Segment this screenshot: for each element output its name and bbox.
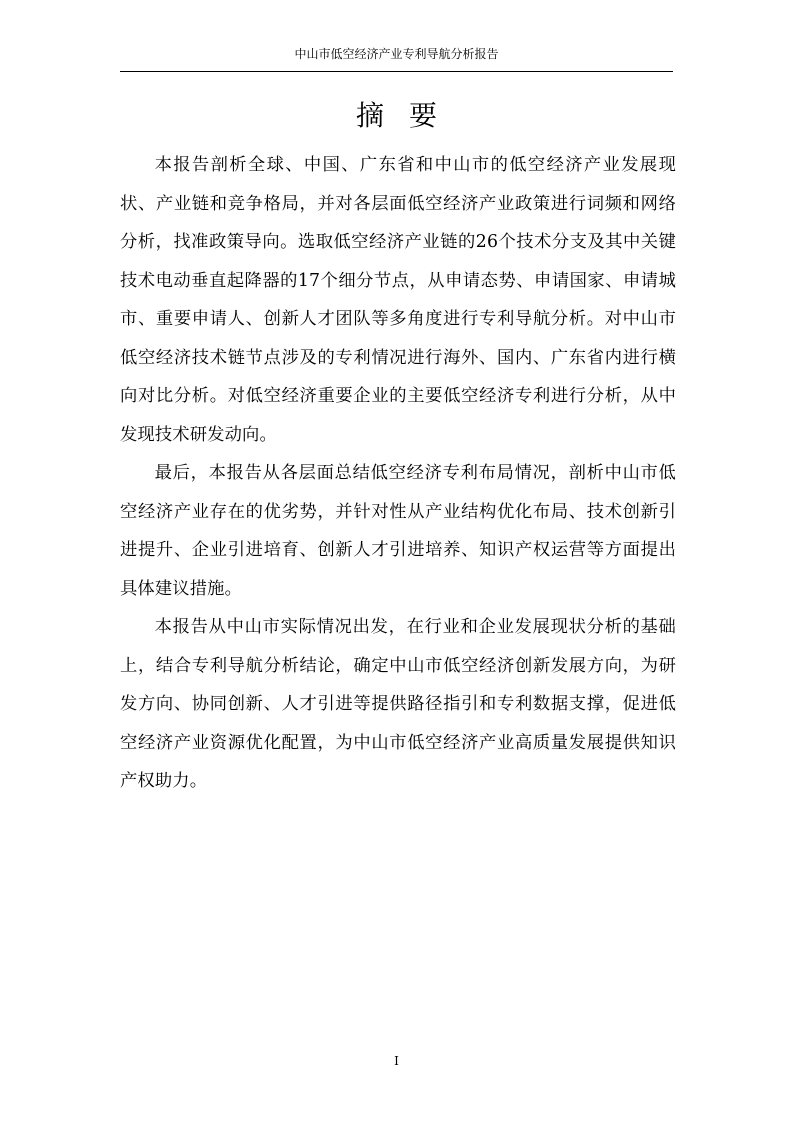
header-divider xyxy=(120,71,673,72)
running-header: 中山市低空经济产业专利导航分析报告 xyxy=(294,47,499,61)
paragraph-2: 最后，本报告从各层面总结低空经济专利布局情况，剖析中山市低空经济产业存在的优劣势，并针对性从产业结构优化布局、技术创新引进提升、企业引进培育、创新人才引进培养、知识产权运营等方面提出具体建议措施。 xyxy=(120,463,676,599)
abstract-body xyxy=(120,146,676,801)
page-title: 摘 要 xyxy=(356,99,445,132)
paragraph-1: 本报告剖析全球、中国、广东省和中山市的低空经济产业发展现状、产业链和竞争格局，并对各层面低空经济产业政策进行词频和网络分析，找准政策导向。选取低空经济产业链的26个技术分支及其中关键技术电动垂直起降器的17个细分节点，从申请态势、申请国家、申请城市、重要申请人、创新人才团队等多角度进行专利导航分析。对中山市低空经济技术链节点涉及的专利情况进行海外、国内、广东省内进行横向对比分析。对低空经济重要企业的主要低空经济专利进行分析，从中发现技术研发动向。 xyxy=(120,155,676,445)
paragraph-3: 本报告从中山市实际情况出发，在行业和企业发展现状分析的基础上，结合专利导航分析结论，确定中山市低空经济创新发展方向，为研发方向、协同创新、人才引进等提供路径指引和专利数据支撑，促进低空经济产业资源优化配置，为中山市低空经济产业高质量发展提供知识产权助力。 xyxy=(120,617,676,791)
page-number: I xyxy=(394,1054,399,1068)
